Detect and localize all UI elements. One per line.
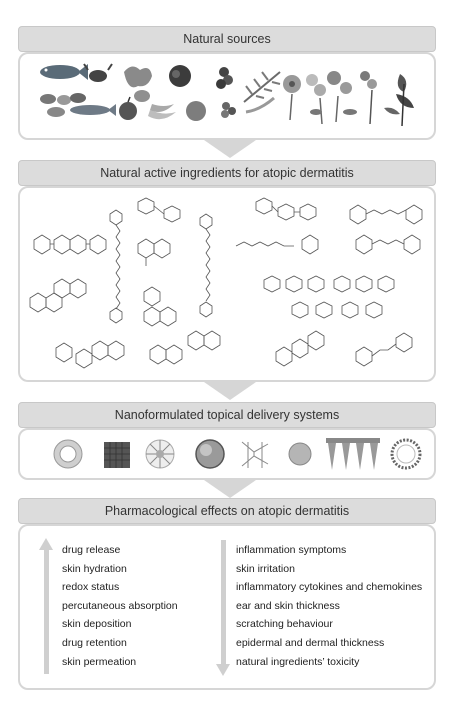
capsaicin-structure (236, 235, 318, 254)
chemical-structures (20, 188, 434, 380)
active-ingredients-header (18, 160, 436, 186)
glycyrrhizin-structure (56, 341, 124, 368)
resveratrol-structure (356, 333, 412, 366)
increased-effects-list (62, 541, 178, 671)
nanocrystal-icon (104, 442, 130, 468)
grapes-icon (216, 67, 236, 118)
delivery-systems-header (18, 402, 436, 428)
seafood-icon (40, 93, 116, 117)
nanoparticle-icon (289, 443, 311, 465)
decreased-effect-item: scratching behaviour (236, 618, 333, 631)
flavonoid-glycoside-structure (34, 235, 106, 254)
orange-icon (186, 101, 206, 121)
nanocarrier-illustrations (20, 430, 434, 478)
increased-effect-item: skin deposition (62, 618, 132, 631)
triterpenoid-structure (30, 279, 86, 312)
micelle-icon (146, 440, 174, 468)
pharmacological-effects-header (18, 498, 436, 524)
increased-effect-item: drug release (62, 544, 121, 556)
decrease-arrow-icon (216, 664, 230, 676)
pharmacological-effects-title: Pharmacological effects on atopic dermatitis (104, 504, 350, 518)
flower-icon (283, 71, 357, 124)
ginger-icon (124, 66, 152, 102)
flow-arrow-2 (204, 382, 256, 400)
decreased-effect-item: epidermal and dermal thickness (236, 636, 385, 649)
increase-arrow-icon (39, 538, 53, 550)
increase-arrow-shaft (44, 548, 49, 674)
biflavonoid-structure (150, 331, 220, 364)
nanoemulsion-icon (196, 440, 224, 468)
flow-arrow-3 (204, 480, 256, 498)
leaf-plant-icon (360, 71, 414, 126)
natural-sources-header (18, 26, 436, 52)
fish-icon (40, 64, 88, 80)
active-ingredients-panel (18, 186, 436, 382)
carotenoid-chain-structure (110, 210, 122, 323)
increased-effect-item: percutaneous absorption (62, 599, 178, 612)
microneedle-icon (326, 438, 380, 470)
quinoline-structure (138, 239, 170, 266)
pomegranate-icon (169, 65, 191, 87)
decreased-effect-item: inflammation symptoms (236, 544, 347, 556)
increased-effect-item: skin permeation (62, 655, 137, 668)
delivery-systems-title: Nanoformulated topical delivery systems (114, 408, 340, 422)
herb-icon (244, 72, 280, 112)
banana-icon (148, 104, 176, 119)
dendrimer-icon (392, 440, 420, 468)
glucoside-structure (138, 198, 180, 222)
liposome-icon (54, 440, 82, 468)
active-ingredients-title: Natural active ingredients for atopic dermatitis (100, 166, 354, 180)
decreased-effects-list (236, 541, 422, 671)
polysaccharide-structure (264, 276, 394, 318)
piperine-structure (356, 235, 420, 254)
flow-arrow-1 (204, 140, 256, 158)
crab-icon (84, 64, 112, 82)
polyene-chain-structure (200, 214, 212, 317)
delivery-systems-panel (18, 428, 436, 480)
decreased-effect-item: ear and skin thickness (236, 599, 340, 612)
decreased-effect-item: inflammatory cytokines and chemokines (236, 581, 423, 594)
increased-effect-item: redox status (62, 581, 120, 594)
increased-effect-item: skin hydration (62, 562, 127, 575)
natural-sources-title: Natural sources (183, 32, 271, 46)
curcumin-structure (350, 205, 422, 224)
decrease-arrow-shaft (221, 540, 226, 666)
natural-sources-illustrations (20, 54, 434, 138)
glycoside-structure (144, 287, 176, 326)
natural-sources-panel (18, 52, 436, 140)
increased-effect-item: drug retention (62, 636, 127, 649)
apple-icon (119, 97, 137, 120)
decreased-effect-item: skin irritation (236, 562, 295, 575)
steroid-lactone-structure (276, 331, 324, 366)
saponin-structure (256, 198, 316, 220)
decreased-effect-item: natural ingredients’ toxicity (236, 655, 360, 668)
nanofiber-network-icon (242, 442, 268, 468)
